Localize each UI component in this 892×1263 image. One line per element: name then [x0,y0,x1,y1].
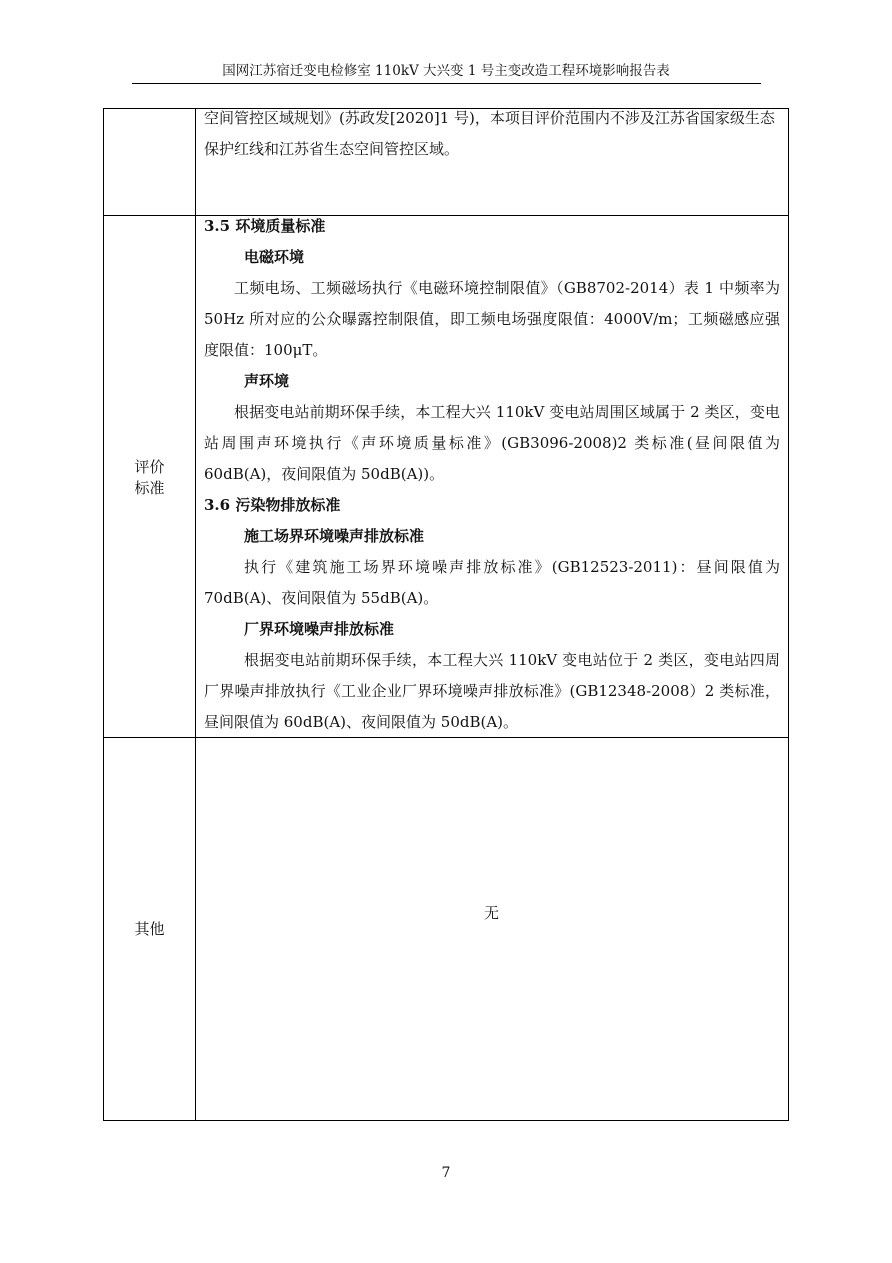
row2-label-line1: 评价 [134,458,165,476]
row2-label [104,457,195,499]
construction-noise-heading: 施工场界环境噪声排放标准 [244,527,425,545]
section-3-6-heading: 3.6 污染物排放标准 [204,496,341,514]
plant-noise-text: 根据变电站前期环保手续，本工程大兴 110kV 变电站位于 2 类区，变电站四周厂界噪声排放执行《工业企业厂界环境噪声排放标准》(GB12348-2008）2 类标准，昼间限值为 60dB(A)、夜间限值为 50dB(A)。 [204,651,780,731]
page-number: 7 [441,1165,451,1181]
row1-line-1: 空间管控区域规划》(苏政发[2020]1 号)，本项目评价范围内不涉及江苏省国家级生态 [204,109,775,127]
em-environment-text: 工频电场、工频磁场执行《电磁环境控制限值》（GB8702-2014）表 1 中频率为 50Hz 所对应的公众曝露控制限值，即工频电场强度限值：4000V/m；工频磁感应强度限值：100μT。 [204,279,780,359]
standards-table [103,108,789,1121]
row2-content [204,211,780,738]
row3-label: 其他 [134,920,165,938]
plant-noise-heading: 厂界环境噪声排放标准 [244,620,395,638]
row3-content: 无 [483,904,499,922]
sound-environment-text: 根据变电站前期环保手续，本工程大兴 110kV 变电站周围区域属于 2 类区，变电站周围声环境执行《声环境质量标准》(GB3096-2008)2 类标准(昼间限值为 60dB(A)，夜间限值为 50dB(A))。 [204,403,780,483]
row1-line-2: 保护红线和江苏省生态空间管控区域。 [204,140,460,158]
section-3-5-heading: 3.5 环境质量标准 [204,217,326,235]
sound-environment-heading: 声环境 [244,372,290,390]
em-environment-heading: 电磁环境 [244,248,305,266]
report-header: 国网江苏宿迁变电检修室 110kV 大兴变 1 号主变改造工程环境影响报告表 [222,63,670,79]
row1-content [204,103,780,165]
column-divider [195,109,196,1120]
row2-label-line2: 标准 [134,479,165,497]
header-rule [132,83,761,84]
construction-noise-text: 执行《建筑施工场界环境噪声排放标准》(GB12523-2011)：昼间限值为 70dB(A)、夜间限值为 55dB(A)。 [204,558,780,607]
